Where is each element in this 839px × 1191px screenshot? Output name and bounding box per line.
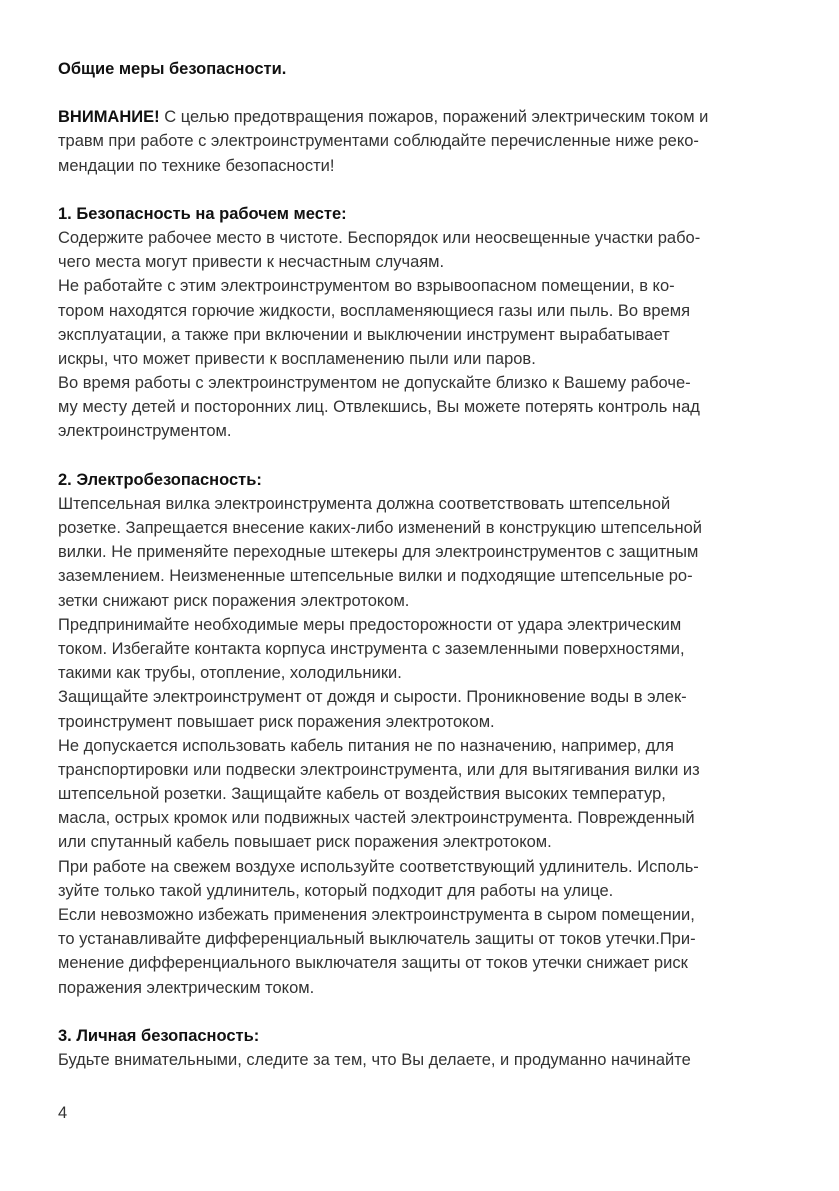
warning-line: мендации по технике безопасности! bbox=[58, 156, 335, 175]
body-line: масла, острых кромок или подвижных частей электроинструмента. Поврежденный bbox=[58, 809, 695, 828]
spacer bbox=[58, 444, 788, 468]
section-title: 3. Личная безопасность: bbox=[58, 1026, 260, 1045]
section-personal-safety bbox=[58, 1024, 788, 1072]
page-number: 4 bbox=[58, 1104, 68, 1122]
body-line: такими как трубы, отопление, холодильники. bbox=[58, 664, 402, 683]
body-line: током. Избегайте контакта корпуса инструмента с заземленными поверхностями, bbox=[58, 639, 685, 658]
body-line: штепсельной розетки. Защищайте кабель от воздействия высоких температур, bbox=[58, 785, 666, 804]
body-line: менение дифференциального выключателя защиты от токов утечки снижает риск bbox=[58, 954, 688, 973]
section-title: 2. Электробезопасность: bbox=[58, 470, 262, 489]
spacer bbox=[58, 81, 788, 105]
body-line: троинструмент повышает риск поражения электротоком. bbox=[58, 712, 495, 731]
warning-paragraph bbox=[58, 105, 788, 178]
body-line: Будьте внимательными, следите за тем, что Вы делаете, и продуманно начинайте bbox=[58, 1050, 691, 1069]
body-line: Не работайте с этим электроинструментом во взрывоопасном помещении, в ко- bbox=[58, 277, 675, 296]
body-line: вилки. Не применяйте переходные штекеры для электроинструментов с защитным bbox=[58, 543, 699, 562]
section-electrical-safety bbox=[58, 468, 788, 1000]
document-page bbox=[58, 57, 788, 1072]
warning-line: травм при работе с электроинструментами соблюдайте перечисленные ниже реко- bbox=[58, 132, 699, 151]
body-line: му месту детей и посторонних лиц. Отвлекшись, Вы можете потерять контроль над bbox=[58, 398, 700, 417]
body-line: заземлением. Неизмененные штепсельные вилки и подходящие штепсельные ро- bbox=[58, 567, 693, 586]
body-line: электроинструментом. bbox=[58, 422, 232, 441]
body-line: Если невозможно избежать применения электроинструмента в сыром помещении, bbox=[58, 906, 695, 924]
document-heading: Общие меры безопасности. bbox=[58, 60, 287, 78]
body-line: или спутанный кабель повышает риск поражения электротоком. bbox=[58, 833, 552, 852]
body-line: Предпринимайте необходимые меры предосторожности от удара электрическим bbox=[58, 615, 682, 634]
spacer bbox=[58, 178, 788, 202]
warning-label: ВНИМАНИЕ! bbox=[58, 108, 160, 127]
body-line: искры, что может привести к воспламенению пыли или паров. bbox=[58, 349, 536, 368]
body-line: транспортировки или подвески электроинструмента, или для вытягивания вилки из bbox=[58, 760, 700, 779]
body-line: чего места могут привести к несчастным случаям. bbox=[58, 253, 445, 272]
section-title: 1. Безопасность на рабочем месте: bbox=[58, 204, 347, 223]
body-line: Штепсельная вилка электроинструмента должна соответствовать штепсельной bbox=[58, 494, 671, 513]
body-line: Во время работы с электроинструментом не допускайте близко к Вашему рабоче- bbox=[58, 374, 691, 393]
spacer bbox=[58, 1000, 788, 1024]
warning-text: С целью предотвращения пожаров, поражений электрическим током и bbox=[159, 108, 709, 127]
body-line: то устанавливайте дифференциальный выключатель защиты от токов утечки.При- bbox=[58, 930, 696, 949]
body-line: Защищайте электроинструмент от дождя и сырости. Проникновение воды в элек- bbox=[58, 688, 687, 707]
body-line: Содержите рабочее место в чистоте. Беспорядок или неосвещенные участки рабо- bbox=[58, 228, 701, 247]
body-line: поражения электрическим током. bbox=[58, 978, 315, 997]
warning-line bbox=[58, 105, 788, 129]
body-line: зуйте только такой удлинитель, который подходит для работы на улице. bbox=[58, 881, 614, 900]
body-line: Не допускается использовать кабель питания не по назначению, например, для bbox=[58, 736, 674, 755]
body-line: тором находятся горючие жидкости, воспламеняющиеся газы или пыль. Во время bbox=[58, 301, 691, 320]
section-workplace-safety bbox=[58, 202, 788, 444]
body-line: зетки снижают риск поражения электротоком. bbox=[58, 591, 410, 610]
body-line: розетке. Запрещается внесение каких-либо изменений в конструкцию штепсельной bbox=[58, 519, 702, 537]
body-line: При работе на свежем воздухе используйте соответствующий удлинитель. Исполь- bbox=[58, 857, 699, 876]
body-line: эксплуатации, а также при включении и выключении инструмент вырабатывает bbox=[58, 325, 670, 344]
